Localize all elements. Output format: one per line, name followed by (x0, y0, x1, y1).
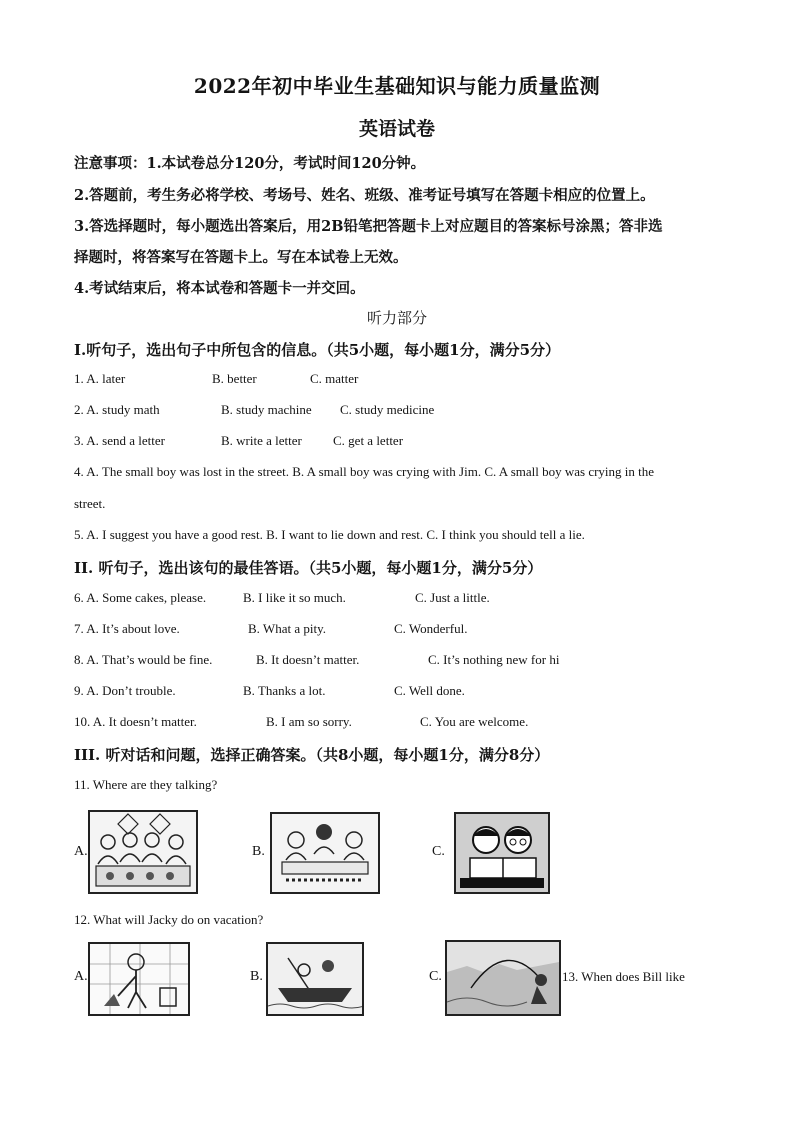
reading-students-picture (454, 812, 550, 894)
option-b: B. It doesn’t matter. (256, 652, 360, 667)
option-a: 7. A. It’s about love. (74, 621, 180, 636)
note-line: 择题时，将答案写在答题卡上。写在本试卷上无效。 (74, 249, 408, 266)
option-c: C. matter (310, 371, 359, 386)
note-line: 2.答题前，考生务必将学校、考场号、姓名、班级、准考证号填写在答题卡相应的位置上。 (74, 187, 655, 204)
option-a: 8. A. That’s would be fine. (74, 652, 213, 667)
question-text: 12. What will Jacky do on vacation? (74, 912, 264, 927)
question-text: 4. A. The small boy was lost in the street. B. A small boy was crying with Jim. C. A small boy was crying in the (74, 464, 655, 479)
question-text: street. (74, 496, 106, 511)
option-b: B. I like it so much. (243, 590, 346, 605)
option-a: 10. A. It doesn’t matter. (74, 714, 197, 729)
party-dinner-picture (88, 810, 198, 894)
boating-picture (266, 942, 364, 1016)
picture-label-a: A. (74, 969, 88, 984)
picture-label-b: B. (252, 844, 265, 859)
option-c: C. Well done. (394, 683, 465, 698)
note-line: 4.考试结束后，将本试卷和答题卡一并交回。 (74, 280, 365, 297)
option-a: 9. A. Don’t trouble. (74, 683, 176, 698)
option-b: B. Thanks a lot. (243, 683, 326, 698)
note-line: 注意事项：1.本试卷总分120分，考试时间120分钟。 (74, 155, 426, 172)
note-line: 3.答选择题时，每小题选出答案后，用2B铅笔把答题卡上对应题目的答案标号涂黑；答非选 (74, 218, 663, 235)
option-c: C. study medicine (340, 402, 435, 417)
picture-label-c: C. (429, 969, 442, 984)
question-text: 5. A. I suggest you have a good rest. B. I want to lie down and rest. C. I think you should tell a lie. (74, 527, 585, 542)
option-a: 2. A. study math (74, 402, 160, 417)
section-heading: I.听句子，选出句子中所包含的信息。（共5小题，每小题1分，满分5分） (74, 341, 561, 359)
section-heading: III. 听对话和问题，选择正确答案。（共8小题，每小题1分，满分8分） (74, 746, 550, 764)
option-a: 1. A. later (74, 371, 126, 386)
option-c: C. Just a little. (415, 590, 490, 605)
sweeping-floor-picture (88, 942, 190, 1016)
option-b: B. better (212, 371, 257, 386)
option-a: 3. A. send a letter (74, 433, 165, 448)
section-heading: II. 听句子，选出该句的最佳答语。（共5小题，每小题1分，满分5分） (74, 559, 543, 577)
option-b: B. write a letter (221, 433, 302, 448)
picture-label-a: A. (74, 844, 88, 859)
option-b: B. What a pity. (248, 621, 326, 636)
option-a: 6. A. Some cakes, please. (74, 590, 207, 605)
page-title: 2022年初中毕业生基础知识与能力质量监测 (193, 74, 601, 98)
option-b: B. study machine (221, 402, 312, 417)
option-c: C. get a letter (333, 433, 404, 448)
question-text: 13. When does Bill like (562, 969, 685, 984)
picture-label-b: B. (250, 969, 263, 984)
page-subtitle: 英语试卷 (358, 118, 435, 140)
question-text: 11. Where are they talking? (74, 777, 218, 792)
part-label: 听力部分 (366, 309, 427, 327)
option-b: B. I am so sorry. (266, 714, 352, 729)
option-c: C. You are welcome. (420, 714, 529, 729)
fishing-picture (445, 940, 561, 1016)
option-c: C. It’s nothing new for hi (428, 652, 560, 667)
option-c: C. Wonderful. (394, 621, 468, 636)
restaurant-table-picture (270, 812, 380, 894)
picture-label-c: C. (432, 844, 445, 859)
